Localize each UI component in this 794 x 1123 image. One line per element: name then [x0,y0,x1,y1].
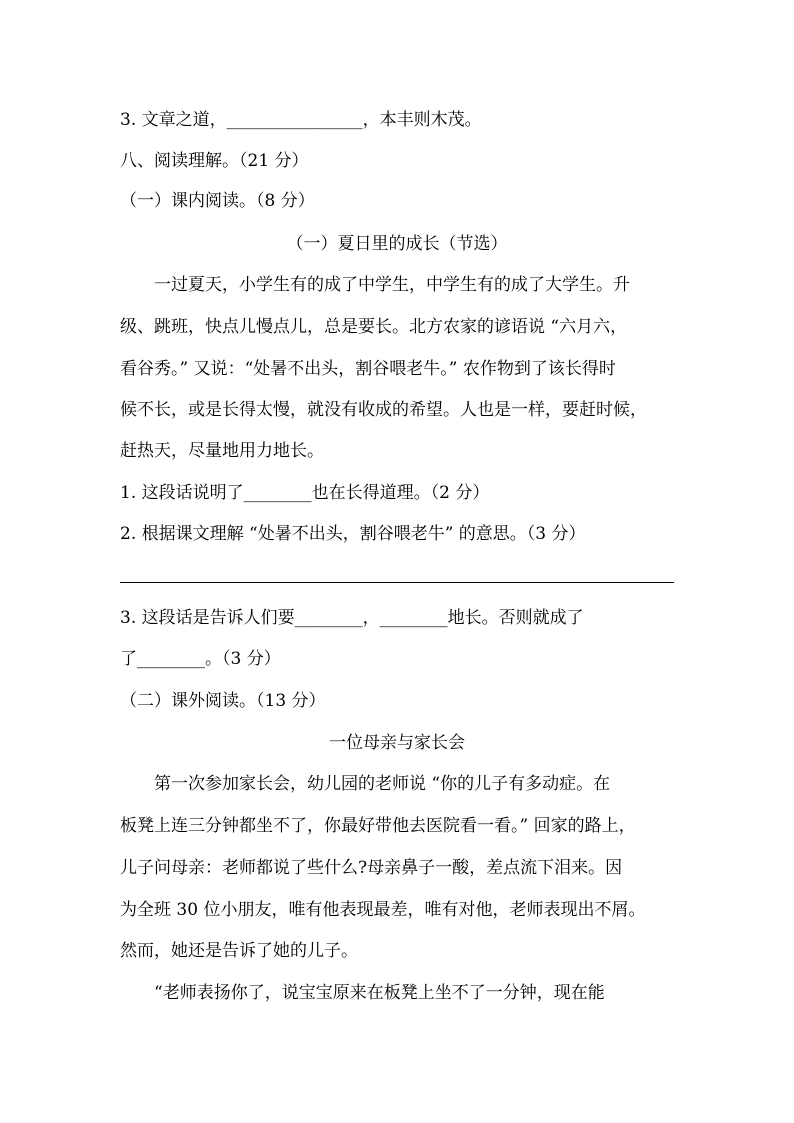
passage-title-mother-meeting: 一位母亲与家长会 [329,733,465,753]
answer-line [120,582,674,583]
passage-3-line-1: “老师表扬你了，说宝宝原来在板凳上坐不了一分钟，现在能 [120,983,605,1003]
passage-1-line-4: 候不长，或是长得太慢，就没有收成的希望。人也是一样，要赶时候， [120,400,647,420]
passage-title-summer-growth: （一）夏日里的成长（节选） [286,234,508,254]
passage-2-line-5: 然而，她还是告诉了她的儿子。 [120,941,358,961]
passage-1-line-3: 看谷秀。” 又说：“处暑不出头，割谷喂老牛。” 农作物到了该长得时 [120,359,616,379]
subsection-heading-extracurricular: （二）课外阅读。（13 分） [120,691,326,711]
passage-1-line-5: 赶热天，尽量地用力地长。 [120,441,324,461]
passage-2-line-1: 第一次参加家长会，幼儿园的老师说 “你的儿子有多动症。在 [120,774,611,794]
passage-1-line-2: 级、跳班，快点儿慢点儿，总是要长。北方农家的谚语说 “六月六， [120,317,628,337]
reading-question-2: 2. 根据课文理解 “处暑不出头，割谷喂老牛” 的意思。（3 分） [120,524,586,544]
passage-2-line-4: 为全班 30 位小朋友，唯有他表现最差，唯有对他，老师表现出不屑。 [120,900,646,920]
reading-question-1: 1. 这段话说明了________也在长得道理。（2 分） [120,483,490,503]
subsection-heading-in-class: （一）课内阅读。（8 分） [120,191,315,211]
reading-question-3: 3. 这段话是告诉人们要________，________地长。否则就成了 [120,608,584,628]
passage-2-line-3: 儿子问母亲：老师都说了些什么?母亲鼻子一酸，差点流下泪来。因 [120,858,623,878]
passage-2-line-2: 板凳上连三分钟都坐不了，你最好带他去医院看一看。” 回家的路上， [120,816,636,836]
section-heading-reading: 八、阅读理解。（21 分） [120,151,309,171]
fill-in-question-3: 3. 文章之道，________________，本丰则木茂。 [120,110,482,130]
reading-question-3-continued: 了________。（3 分） [120,649,281,669]
passage-1-line-1: 一过夏天，小学生有的成了中学生，中学生有的成了大学生。升 [120,275,630,295]
